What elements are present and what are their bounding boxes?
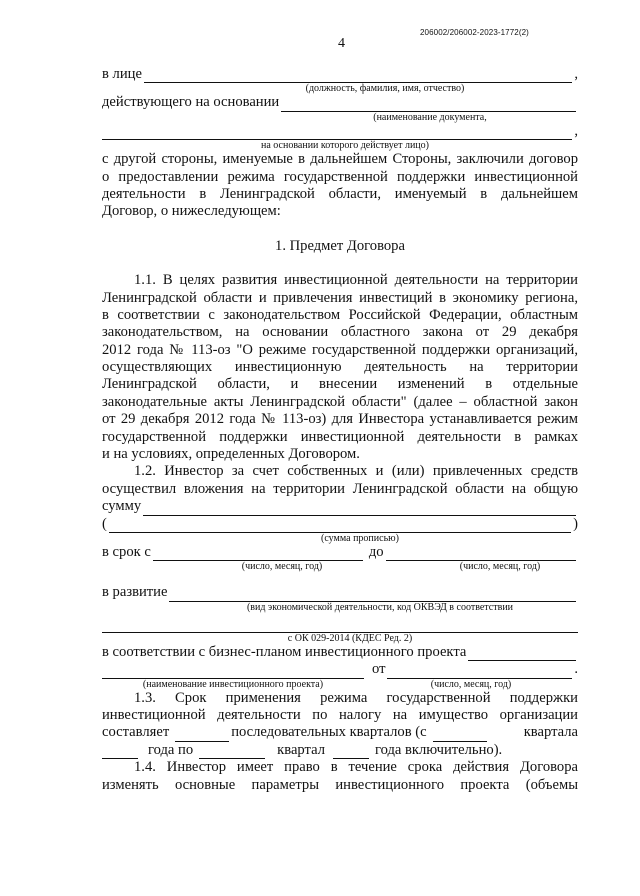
- caption-project-date: (число, месяц, год): [430, 678, 512, 690]
- project-name-line: [102, 661, 578, 678]
- term-start-date-field[interactable]: [153, 547, 363, 561]
- caption-project-name: (наименование инвестиционного проекта): [142, 678, 324, 690]
- project-field[interactable]: [468, 647, 576, 661]
- project-name-field[interactable]: [102, 665, 364, 679]
- caption-start-date: (число, месяц, год): [241, 561, 323, 573]
- representative-field[interactable]: [144, 69, 572, 83]
- inclusive-label: года включительно).: [374, 741, 503, 758]
- clause-1-1-line: государственной поддержки инвестиционной деятельности в рамках: [102, 428, 578, 445]
- basis-continuation-field[interactable]: [102, 126, 572, 140]
- term-line: [102, 544, 578, 561]
- paragraph-line: с другой стороны, именуемые в дальнейшем Стороны, заключили договор: [102, 151, 578, 168]
- clause-1-3-line: 1.3. Срок применения режима государственной поддержки: [134, 689, 578, 706]
- caption-acts: на основании которого действует лицо): [261, 140, 429, 152]
- paragraph-line: о предоставлении режима государственной поддержки инвестиционной: [102, 168, 578, 185]
- activity-continuation-field[interactable]: [102, 619, 578, 633]
- start-year-field[interactable]: [102, 745, 138, 759]
- clause-1-1-line: Ленинградской области и привлечения инвестиций в экономику региона,: [102, 289, 578, 306]
- paren-open: (: [102, 515, 107, 532]
- clause-1-1-line: в соответствии с законодательством Российской Федерации, областным: [102, 306, 578, 323]
- clause-1-4-line: 1.4. Инвестор имеет право в течение срока действия Договора: [134, 759, 578, 776]
- quarters-from-label: последовательных кварталов (с: [231, 724, 427, 741]
- clause-1-1-line: Ленинградской области, и внесении изменений в отдельные: [102, 376, 578, 393]
- acting-basis-label: действующего на основании: [102, 94, 280, 111]
- acting-basis-line: [102, 94, 578, 111]
- caption-sum-words: (сумма прописью): [321, 532, 399, 544]
- clause-1-2-line: 1.2. Инвестор за счет собственных и (или) привлеченных средств: [134, 463, 578, 480]
- end-year-field[interactable]: [333, 745, 369, 759]
- caption-document: (наименование документа,: [373, 111, 487, 123]
- clause-1-4-line: изменять основные параметры инвестиционного проекта (объемы: [102, 776, 578, 793]
- development-line: [102, 584, 578, 601]
- project-captions: [102, 679, 578, 690]
- business-plan-label: в соответствии с бизнес-планом инвестиционного проекта: [102, 643, 467, 660]
- sum-field[interactable]: [143, 502, 576, 516]
- caption-end-date: (число, месяц, год): [459, 561, 541, 573]
- sum-line: [102, 498, 578, 515]
- clause-1-1-line: законодательством, на основании областного закона от 29 декабря: [102, 324, 578, 341]
- paragraph-line: Договор, о нижеследующем:: [102, 203, 281, 220]
- in-person-line: [102, 66, 578, 83]
- clause-1-1-line: от 29 декабря 2012 года № 113-оз) для Инвестора устанавливается режим: [102, 411, 578, 428]
- clause-1-3-line: инвестиционной деятельности по налогу на имущество организации: [102, 706, 578, 723]
- sum-words-line: [102, 516, 578, 533]
- quarter-word: квартал: [277, 741, 325, 758]
- clause-1-1-line: законодательные акты Ленинградской области" (далее – областной закон: [102, 393, 578, 410]
- section-title: 1. Предмет Договора: [275, 237, 405, 254]
- project-date-field[interactable]: [387, 665, 572, 679]
- clause-1-1: [102, 272, 578, 463]
- quarter-label: квартала: [523, 724, 578, 741]
- clause-1-1-line: осуществляющих инвестиционную деятельность на территории: [102, 359, 578, 376]
- end-quarter-field[interactable]: [199, 745, 265, 759]
- basis-document-field[interactable]: [281, 98, 576, 112]
- page-number: 4: [338, 36, 345, 51]
- clause-1-3-quarters-line: [102, 724, 578, 741]
- paren-close: ): [573, 515, 578, 532]
- date-captions: [102, 561, 578, 572]
- caption-position: (должность, фамилия, имя, отчество): [305, 83, 465, 95]
- comma: ,: [574, 122, 578, 139]
- business-plan-line: [102, 644, 578, 661]
- quarters-label: составляет: [102, 724, 170, 741]
- document-body: [102, 66, 578, 794]
- term-end-date-field[interactable]: [386, 547, 576, 561]
- clause-1-2-line: осуществил вложения на территории Ленинградской области на общую: [102, 480, 578, 497]
- year-to-label: года по: [148, 741, 194, 758]
- period: .: [574, 661, 578, 678]
- comma: ,: [574, 65, 578, 82]
- activity-field[interactable]: [169, 588, 576, 602]
- sum-label: сумму: [102, 498, 142, 515]
- start-quarter-field[interactable]: [433, 728, 487, 742]
- clause-1-3-years-line: [102, 742, 578, 759]
- basis-continuation-line: [102, 123, 578, 140]
- development-label: в развитие: [102, 584, 168, 601]
- quarters-count-field[interactable]: [175, 728, 229, 742]
- term-from-label: в срок с: [102, 543, 151, 560]
- document-number: 206002/206002-2023-1772(2): [420, 28, 529, 37]
- clause-1-1-line: и на условиях, определенных Договором.: [102, 446, 360, 463]
- clause-1-1-line: 1.1. В целях развития инвестиционной деятельности на территории: [134, 272, 578, 289]
- in-person-label: в лице: [102, 65, 142, 82]
- caption-activity: (вид экономической деятельности, код ОКВЭД в соответствии: [246, 601, 514, 613]
- from-label: от: [372, 661, 386, 678]
- sum-words-field[interactable]: [109, 519, 571, 533]
- paragraph-line: деятельности в Ленинградской области, именуемый в дальнейшем: [102, 185, 578, 202]
- term-to-label: до: [368, 543, 384, 560]
- caption-okved: с ОК 029-2014 (КДЕС Ред. 2): [287, 632, 413, 644]
- clause-1-1-line: 2012 года № 113-оз "О режиме государственной поддержки организаций,: [102, 341, 578, 358]
